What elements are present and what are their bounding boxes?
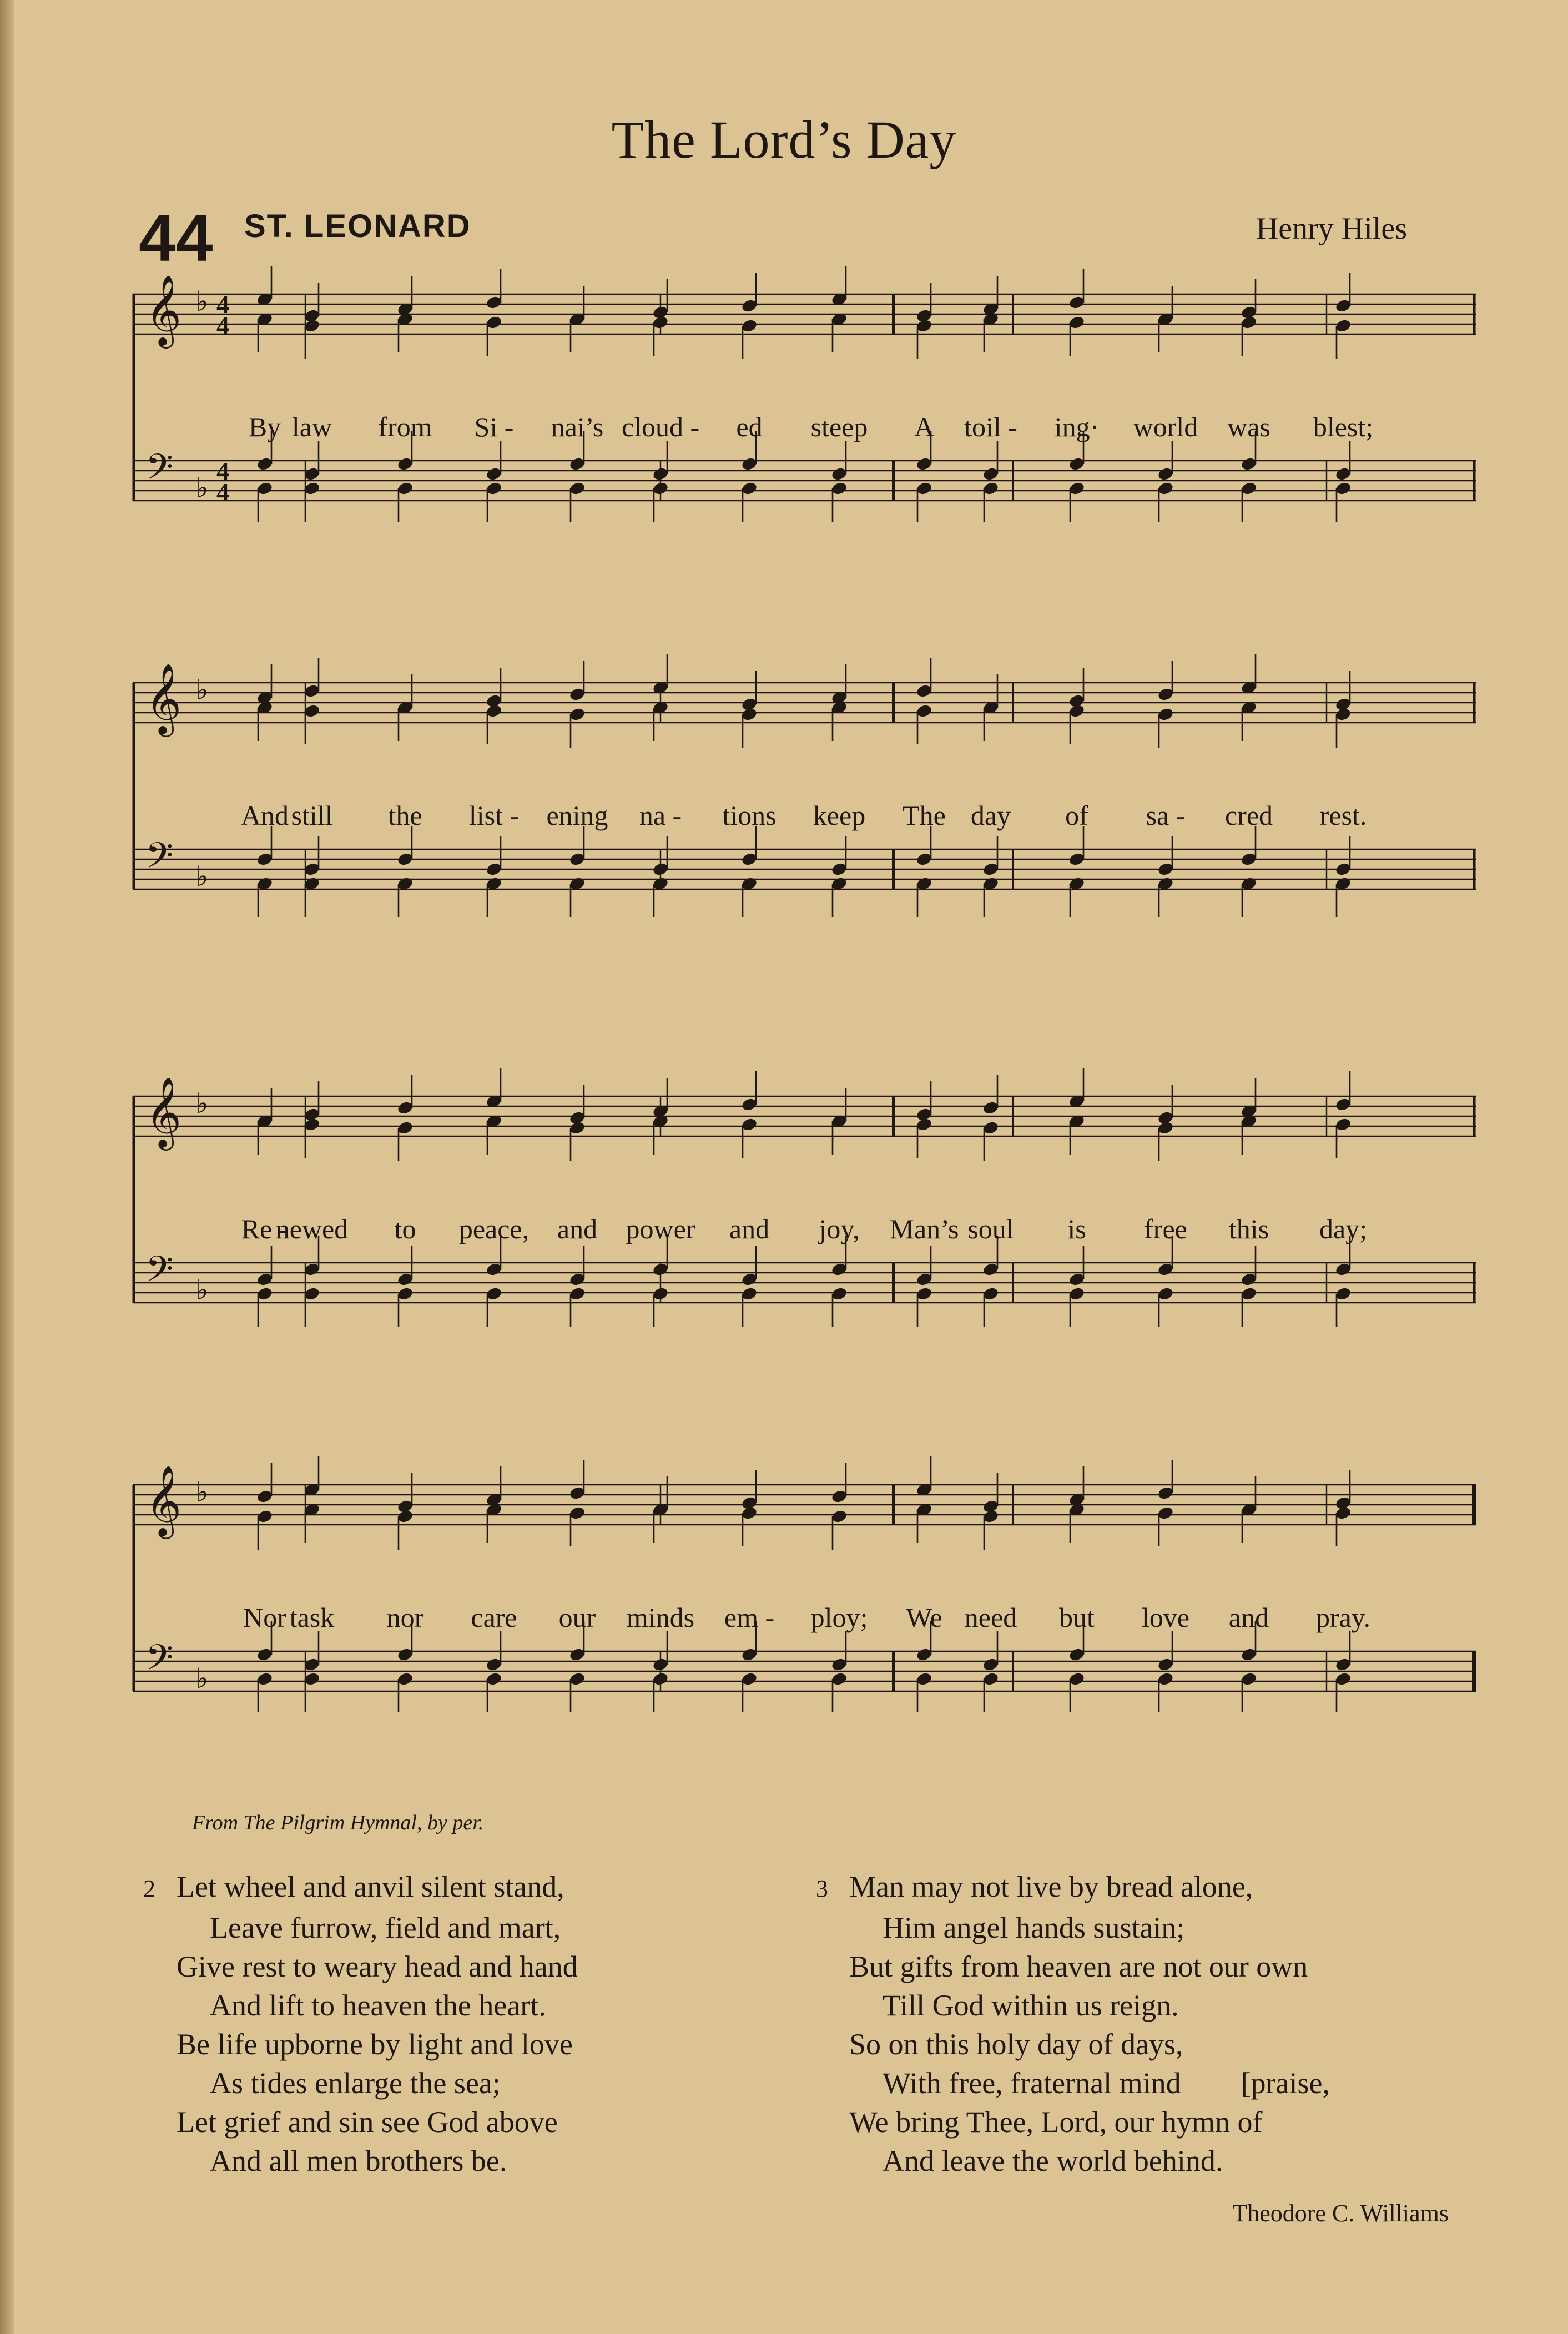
lyric-syllable: need [964,1602,1017,1633]
verse-line: Till God within us reign. [883,1989,1179,2022]
lyric-syllable: peace, [458,1213,530,1244]
key-signature-flat-icon: ♭ [195,472,209,504]
verse-line: We bring Thee, Lord, our hymn of [849,2105,1263,2139]
lyric-syllable: from [378,411,432,442]
composer: Henry Hiles [1256,211,1407,246]
lyric-syllable: Si - [474,411,514,442]
key-signature-flat-icon: ♭ [195,1274,209,1306]
lyric-syllable: toil - [964,411,1017,442]
lyric-syllable: law [291,411,332,442]
verse-line: And leave the world behind. [883,2144,1223,2177]
lyric-syllable: sa - [1146,800,1186,831]
lyric-syllable: love [1141,1602,1190,1633]
lyric-syllable: ening [546,800,608,831]
key-signature-flat-icon: ♭ [195,1662,209,1695]
key-signature-flat-icon: ♭ [195,1087,209,1120]
lyric-syllable: our [558,1602,596,1633]
lyric-syllable: The [903,800,946,831]
time-signature: 4 [216,290,229,319]
verse-3 [816,1867,1330,2180]
lyric-syllable: soul [967,1213,1014,1244]
lyric-syllable: free [1144,1213,1187,1244]
verse-line: As tides enlarge the sea; [210,2066,501,2100]
verse-line: And all men brothers be. [210,2144,507,2177]
music-system [133,661,1476,971]
lyric-syllable: day; [1319,1213,1368,1244]
lyric-syllable: Man’s [889,1213,959,1244]
lyric-syllable: A [914,411,935,442]
source-credit: From The Pilgrim Hymnal, by per. [192,1811,484,1834]
lyric-syllable: ed [736,411,763,442]
lyric-syllable: blest; [1313,411,1374,442]
time-signature: 4 [216,311,229,340]
time-signature: 4 [216,457,229,485]
treble-clef-icon: 𝄞 [145,663,182,734]
tune-name: ST. LEONARD [244,208,471,244]
lyric-syllable: and [557,1213,598,1244]
staff-notation [133,661,1476,971]
verse-line: Leave furrow, field and mart, [210,1911,561,1944]
key-signature-flat-icon: ♭ [195,674,209,706]
lyric-syllable: and [729,1213,770,1244]
lyric-syllable: nor [386,1602,424,1633]
lyric-syllable: newed [275,1213,349,1244]
verse-line: And lift to heaven the heart. [210,1989,546,2022]
lyric-syllable: And [240,800,289,831]
lyric-syllable: power [626,1213,695,1244]
author: Theodore C. Williams [1232,2200,1449,2227]
page-binding-edge [0,0,14,2334]
bass-clef-icon: 𝄢 [145,835,174,885]
treble-clef-icon: 𝄞 [145,274,182,345]
lyric-syllable: and [1228,1602,1269,1633]
lyric-syllable: em - [724,1602,775,1633]
lyric-syllable: tions [722,800,777,831]
lyric-syllable: day [970,800,1011,831]
bass-clef-icon: 𝄢 [145,1249,174,1299]
lyric-syllable: cred [1224,800,1273,831]
music-system [133,1463,1476,1773]
lyric-syllable: We [906,1602,942,1633]
lyric-syllable: minds [626,1602,695,1633]
lyric-syllable: was [1227,411,1270,442]
treble-clef-icon: 𝄞 [145,1465,182,1536]
verse-line: 2 Let wheel and anvil silent stand, [143,1867,578,1908]
hymn-number: 44 [139,201,213,275]
music-system [133,1074,1476,1385]
lyric-syllable: but [1059,1602,1095,1633]
bass-clef-icon: 𝄢 [145,447,174,497]
lyric-syllable: of [1065,800,1088,831]
verse-line: Give rest to weary head and hand [177,1950,578,1983]
staff-notation [133,1463,1476,1773]
verse-number: 3 [816,1875,828,1902]
lyric-syllable: By [248,411,281,442]
verse-2 [143,1867,578,2180]
verse-line: So on this holy day of days, [849,2028,1183,2061]
lyric-syllable: steep [810,411,868,442]
lyric-syllable: task [289,1602,335,1633]
verse-number: 2 [143,1875,155,1902]
lyric-syllable: list - [468,800,520,831]
lyric-syllable: cloud - [621,411,700,442]
lyric-syllable: ploy; [810,1602,868,1633]
lyric-syllable: this [1228,1213,1269,1244]
key-signature-flat-icon: ♭ [195,1476,209,1508]
music-system [133,272,1476,583]
key-signature-flat-icon: ♭ [195,285,209,317]
lyric-syllable: joy, [819,1213,860,1244]
lyric-syllable: still [291,800,333,831]
lyric-syllable: to [394,1213,416,1244]
page-title: The Lord’s Day [611,110,957,169]
lyric-syllable: world [1133,411,1198,442]
lyric-syllable: keep [813,800,866,831]
key-signature-flat-icon: ♭ [195,860,209,893]
lyric-syllable: Nor [243,1602,286,1633]
verse-line: 3 Man may not live by bread alone, [816,1867,1330,1908]
staff-notation [133,272,1476,583]
lyric-syllable: na - [639,800,682,831]
verse-line: With free, fraternal mind [praise, [883,2066,1330,2100]
lyric-syllable: is [1067,1213,1086,1244]
bass-clef-icon: 𝄢 [145,1637,174,1687]
verse-line: Be life upborne by light and love [177,2028,573,2061]
lyric-syllable: pray. [1315,1602,1371,1633]
verse-line: Him angel hands sustain; [883,1911,1185,1944]
verse-line: Let grief and sin see God above [177,2105,558,2139]
verse-line: But gifts from heaven are not our own [849,1950,1308,1983]
lyric-syllable: rest. [1319,800,1367,831]
lyric-syllable: nai’s [551,411,604,442]
lyric-syllable: ing· [1054,411,1100,442]
time-signature: 4 [216,478,229,506]
lyric-syllable: Re - [241,1213,289,1244]
lyric-syllable: the [388,800,422,831]
lyric-syllable: care [471,1602,517,1633]
treble-clef-icon: 𝄞 [145,1076,182,1147]
